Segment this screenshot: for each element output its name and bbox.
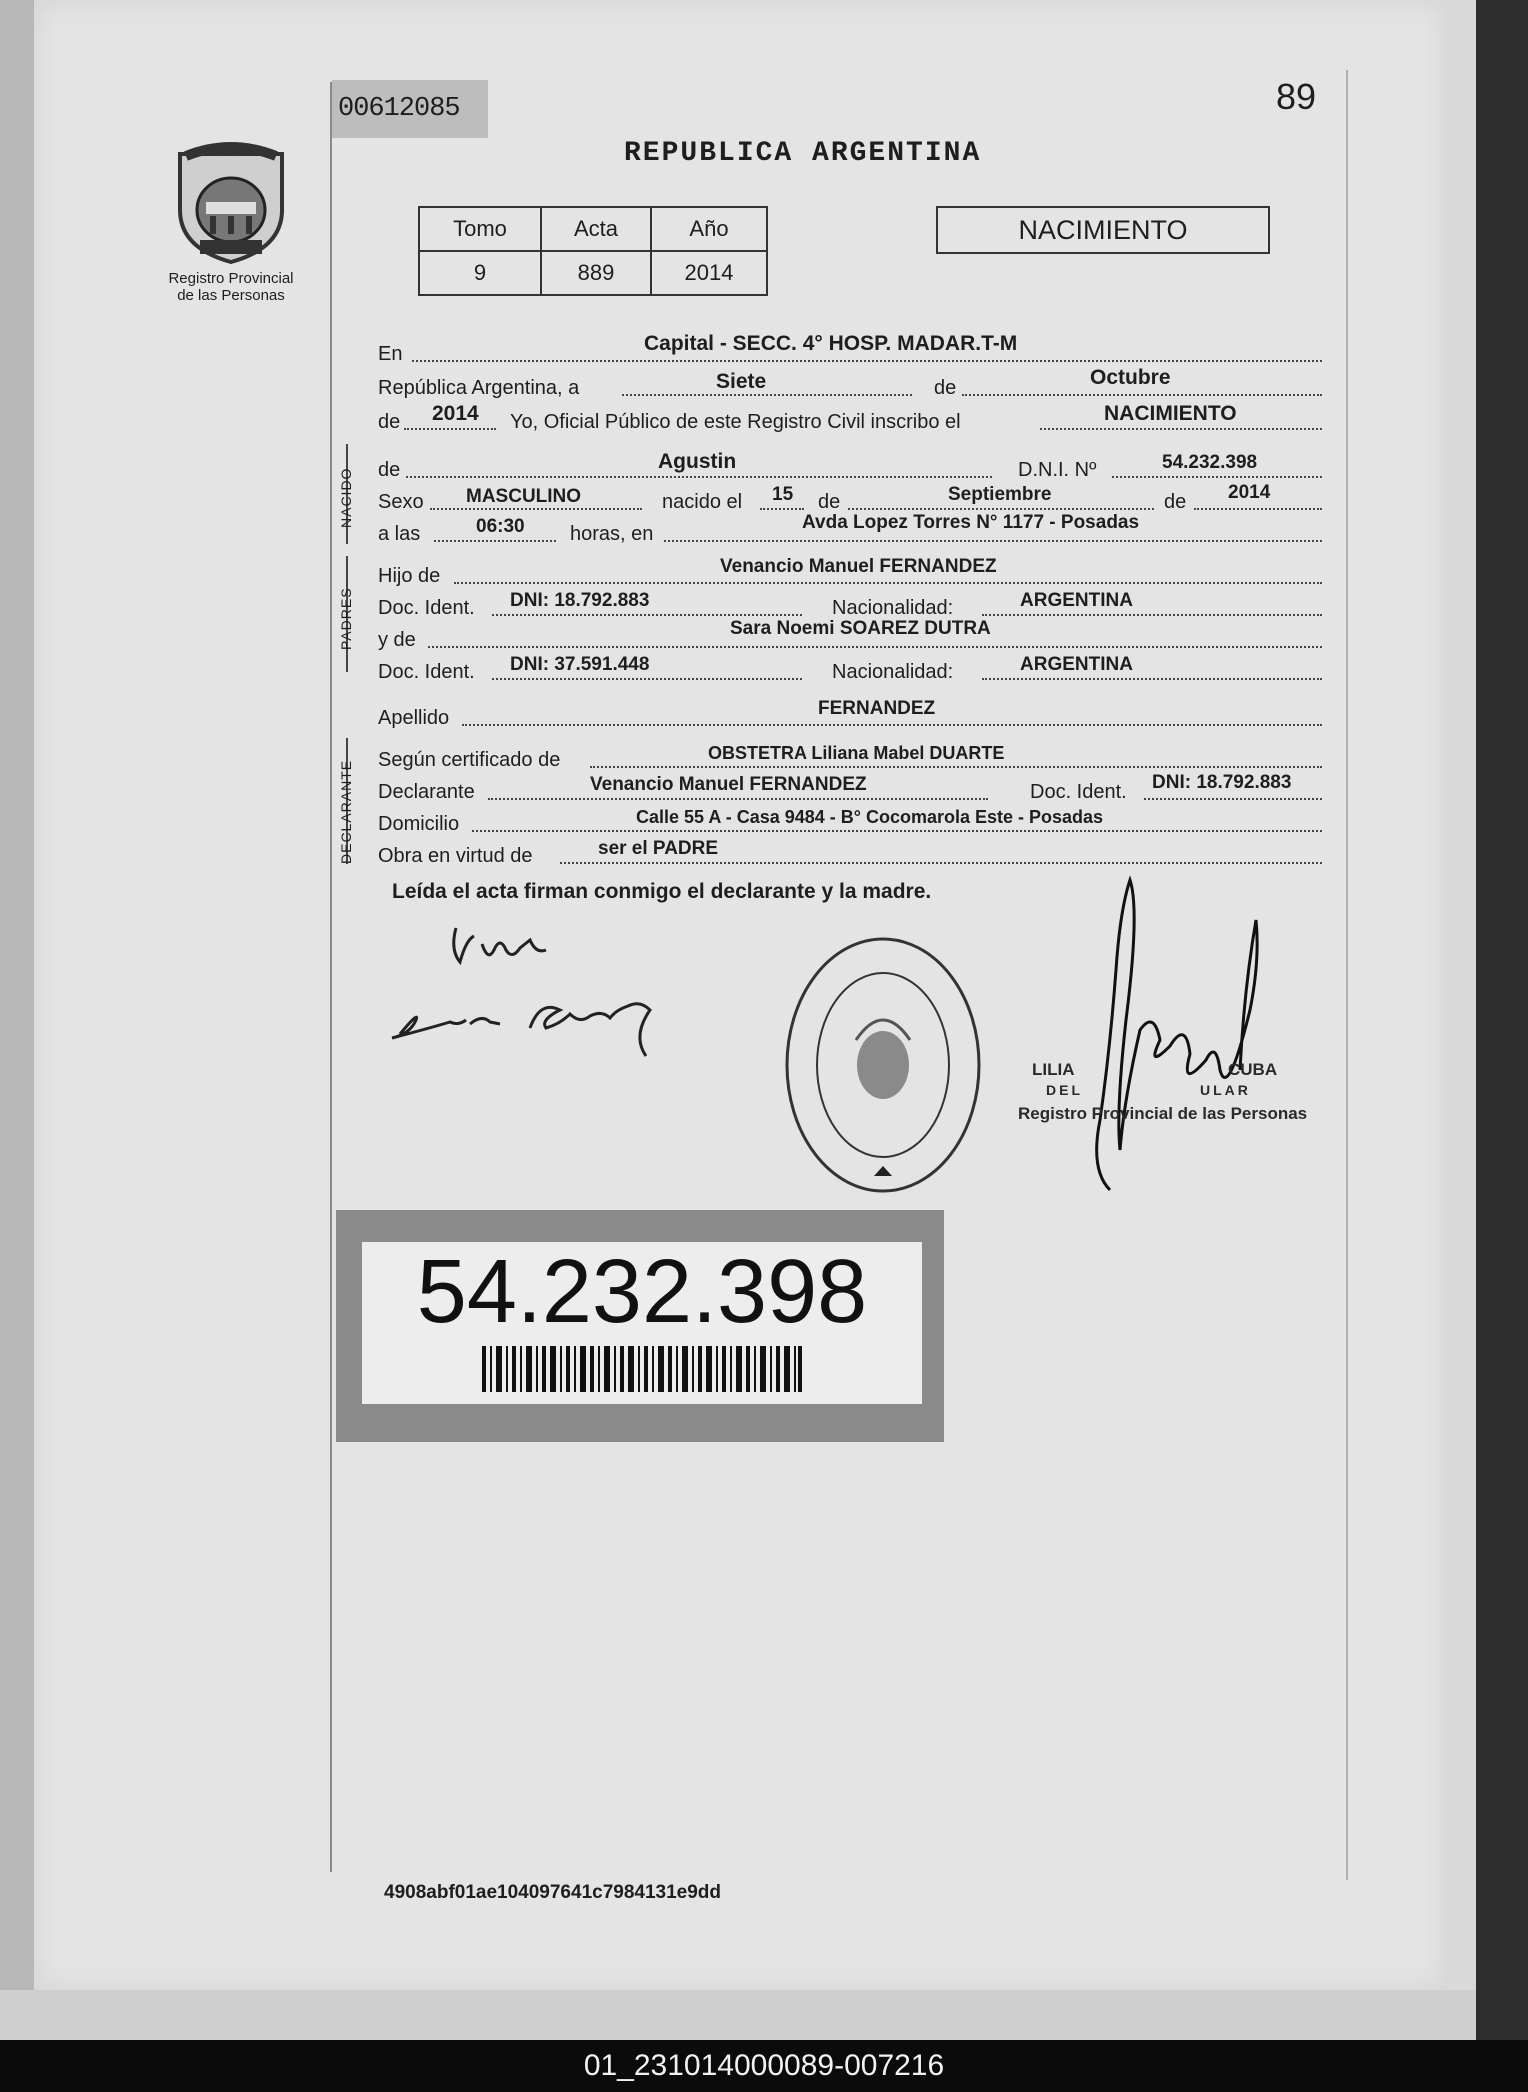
padre-value: Venancio Manuel FERNANDEZ <box>720 556 997 577</box>
nacido-label: nacido el <box>662 491 743 513</box>
nac2-label: Nacionalidad: <box>832 661 954 683</box>
sexo-label: Sexo <box>378 491 424 513</box>
official-title-line2b: ULAR <box>1200 1082 1251 1098</box>
cert-value: OBSTETRA Liliana Mabel DUARTE <box>708 743 1005 763</box>
emblem-caption-line1: Registro Provincial <box>168 270 294 287</box>
month-dotted-line <box>962 394 1322 396</box>
hora-label: a las <box>378 523 421 545</box>
nac2-value: ARGENTINA <box>1020 654 1133 675</box>
row-y-de <box>378 618 1322 652</box>
doc1-dotted-line <box>492 614 802 616</box>
month-value: Octubre <box>1090 366 1171 389</box>
day-dotted-line <box>622 394 912 396</box>
en-dotted-line <box>412 360 1322 362</box>
row-obra <box>378 838 1322 868</box>
rep-label: República Argentina, a <box>378 377 580 399</box>
cert-dotted-line <box>590 766 1322 768</box>
birth-year-dotted-line <box>1194 508 1322 510</box>
declarant-and-mother-signatures <box>370 910 710 1070</box>
inscribe-dotted-line <box>1040 428 1322 430</box>
hora-value: 06:30 <box>476 516 525 537</box>
apellido-label: Apellido <box>378 707 450 729</box>
sexo-value: MASCULINO <box>466 486 582 507</box>
day-value: Siete <box>716 370 767 393</box>
doc1-label: Doc. Ident. <box>378 597 475 619</box>
nac1-value: ARGENTINA <box>1020 590 1133 611</box>
row-nombre <box>378 452 1322 482</box>
madre-value: Sara Noemi SOAREZ DUTRA <box>730 618 991 639</box>
yde-label: y de <box>378 629 416 651</box>
padres-section-label: PADRES <box>338 587 354 650</box>
madre-dotted-line <box>428 646 1322 648</box>
row-sexo <box>378 484 1322 514</box>
row-fecha <box>378 366 1322 400</box>
header-anio: Año <box>651 207 767 251</box>
margin-line-left <box>330 82 332 1872</box>
row-en <box>378 332 1322 366</box>
closing-statement: Leída el acta firman conmigo el declarante y la madre. <box>392 880 932 903</box>
dni-label-number: 54.232.398 <box>416 1242 868 1342</box>
value-anio: 2014 <box>651 251 767 295</box>
official-name-line1: LILIA <box>1032 1060 1075 1079</box>
domicilio-label: Domicilio <box>378 813 460 835</box>
dni-value: 54.232.398 <box>1162 452 1258 473</box>
apellido-value: FERNANDEZ <box>818 698 936 719</box>
scan-background-bottom <box>0 1990 1476 2040</box>
decl-value: Venancio Manuel FERNANDEZ <box>590 774 867 795</box>
scan-footer-id: 01_231014000089-007216 <box>0 2040 1528 2092</box>
declarante-section-label: DECLARANTE <box>338 759 354 864</box>
name-label: de <box>378 459 401 481</box>
domicilio-dotted-line <box>472 830 1322 832</box>
page-number: 89 <box>1276 76 1317 117</box>
decl-label: Declarante <box>378 781 475 803</box>
dni-label-inner <box>362 1242 922 1404</box>
value-tomo: 9 <box>419 251 541 295</box>
padre-dotted-line <box>454 582 1322 584</box>
row-apellido <box>378 700 1322 730</box>
hora-dotted-line <box>434 540 556 542</box>
row-hora <box>378 512 1322 546</box>
official-office-line3: Registro Provincial de las Personas <box>1018 1104 1308 1123</box>
row-doc-madre <box>378 654 1322 684</box>
obra-label: Obra en virtud de <box>378 845 533 867</box>
row-doc-padre <box>378 590 1322 620</box>
document-title: REPUBLICA ARGENTINA <box>624 138 982 169</box>
inscribe-value: NACIMIENTO <box>1104 402 1237 425</box>
registry-seal-icon <box>778 930 988 1200</box>
emblem-caption-line2: de las Personas <box>177 287 285 304</box>
folio-code: 00612085 <box>332 80 488 138</box>
registry-table-values <box>419 251 767 295</box>
barcode-icon <box>482 1346 802 1392</box>
nac2-dotted-line <box>982 678 1322 680</box>
doc2-value: DNI: 37.591.448 <box>510 654 650 675</box>
hijo-label: Hijo de <box>378 565 441 587</box>
official-signature <box>1020 870 1320 1200</box>
official-name-line1b: CUBA <box>1228 1060 1278 1079</box>
row-declarante <box>378 774 1322 804</box>
emblem-caption <box>148 270 314 304</box>
row-inscripcion <box>378 404 1322 434</box>
lugar-dotted-line <box>664 540 1322 542</box>
nac1-label: Nacionalidad: <box>832 597 954 619</box>
de-label: de <box>934 377 957 399</box>
birth-de1-label: de <box>818 491 841 513</box>
birth-day-dotted-line <box>760 508 804 510</box>
domicilio-value: Calle 55 A - Casa 9484 - B° Cocomarola Este - Posadas <box>636 807 1104 827</box>
row-domicilio <box>378 806 1322 836</box>
obra-dotted-line <box>560 862 1322 864</box>
doc1-value: DNI: 18.792.883 <box>510 590 650 611</box>
name-dotted-line <box>406 476 992 478</box>
decl-dotted-line <box>488 798 988 800</box>
registry-table <box>418 206 768 296</box>
birth-month-value: Septiembre <box>948 484 1052 505</box>
lugar-value: Avda Lopez Torres N° 1177 - Posadas <box>802 512 1140 533</box>
year-value: 2014 <box>432 402 479 425</box>
sexo-dotted-line <box>430 508 642 510</box>
value-acta: 889 <box>541 251 651 295</box>
scan-background-right-dark <box>1476 0 1528 2040</box>
doc2-label: Doc. Ident. <box>378 661 475 683</box>
birth-de2-label: de <box>1164 491 1187 513</box>
oficial-text: Yo, Oficial Público de este Registro Civil inscribo el <box>510 411 961 433</box>
obra-value: ser el PADRE <box>598 838 719 859</box>
decl-doc-value: DNI: 18.792.883 <box>1152 772 1292 793</box>
doc2-dotted-line <box>492 678 802 680</box>
decl-doc-label: Doc. Ident. <box>1030 781 1127 803</box>
record-type-box: NACIMIENTO <box>936 206 1270 254</box>
header-acta: Acta <box>541 207 651 251</box>
dni-label-sticker <box>336 1210 944 1442</box>
year-dotted-line <box>404 428 496 430</box>
registry-table-header <box>419 207 767 251</box>
decl-doc-dotted-line <box>1144 798 1322 800</box>
nac1-dotted-line <box>982 614 1322 616</box>
nacido-section-label: NACIDO <box>338 467 354 528</box>
document-hash: 4908abf01ae104097641c7984131e9dd <box>384 1882 722 1903</box>
horas-en-label: horas, en <box>570 523 654 545</box>
apellido-dotted-line <box>462 724 1322 726</box>
birth-day-value: 15 <box>772 484 794 505</box>
year-label: de <box>378 411 401 433</box>
row-certificado <box>378 742 1322 772</box>
en-value: Capital - SECC. 4° HOSP. MADAR.T-M <box>644 332 1018 355</box>
header-tomo: Tomo <box>419 207 541 251</box>
official-title-line2: DEL <box>1046 1082 1083 1098</box>
row-hijo-de <box>378 558 1322 588</box>
dni-dotted-line <box>1112 476 1322 478</box>
en-label: En <box>378 343 403 365</box>
birth-month-dotted-line <box>848 508 1154 510</box>
scan-background-left <box>0 0 38 2040</box>
dni-label: D.N.I. Nº <box>1018 459 1097 481</box>
birth-year-value: 2014 <box>1228 482 1271 503</box>
provincia-emblem-icon <box>170 140 292 266</box>
margin-line-right <box>1346 70 1348 1880</box>
cert-label: Según certificado de <box>378 749 561 771</box>
name-value: Agustin <box>658 450 737 473</box>
